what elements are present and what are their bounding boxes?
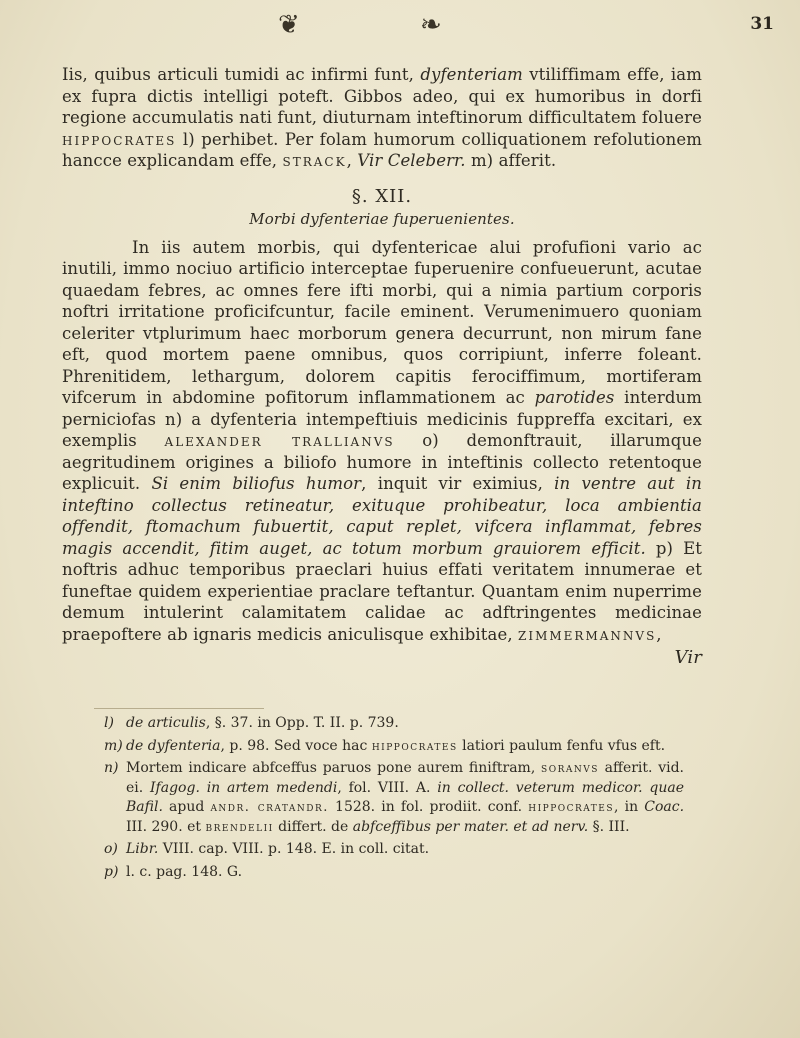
footnote-l: l) de articulis, §. 37. in Opp. T. II. p. 739. bbox=[104, 715, 399, 731]
footnote-o: o) Libr. VIII. cap. VIII. p. 148. E. in coll. citat. bbox=[104, 841, 430, 857]
footnotes bbox=[104, 714, 684, 885]
floral-ornament-left: ❦ bbox=[278, 10, 300, 40]
footnote-m: m) de dyfenteria, p. 98. Sed voce hac hippocrates latiori paulum fenfu vfus eft. bbox=[104, 737, 666, 754]
footnote-n: n) Mortem indicare abfceffus paruos pone aurem finiftram, soranvs afferit. vid. ei. Ifagog. in artem medendi, fol. VIII. A. in collect. veterum medicor. quae Bafil. apud andr. cratandr. 1528. in fol. prodiit. conf. hippocrates, in Coac. III. 290. et brendelii differt. de abfceffibus per mater. et ad nerv. §. III. bbox=[104, 760, 685, 835]
paragraph-1: Iis, quibus articuli tumidi ac infirmi funt, dyfenteriam vtiliffimam effe, iam ex fupra dictis intelligi poteft. Gibbos adeo, qui ex humoribus in dorfi regione accumulatis nati funt, diuturnam inteftinorum difficultatem foluere hippocrates l) perhibet. Per folam humorum colliquationem refolutionem hancce explicandam effe, strack, Vir Celeberr. m) afferit. bbox=[62, 65, 702, 170]
author-name: hippocrates bbox=[62, 129, 177, 149]
page-number: 31 bbox=[750, 14, 774, 34]
section-heading: §. XII. bbox=[351, 185, 413, 207]
paragraph-2: In iis autem morbis, qui dyfentericae alui profufioni vario ac inutili, immo nociuo artificio interceptae fuperuenire confueuerunt, acutae quaedam febres, ac omnes fere ifti morbi, qui a nimia partium corporis noftri irritatione proficifcuntur, facile eminent. Verumenimuero quoniam celeriter vtplurimum haec morborum genera decurrunt, non mirum fane eft, quod mortem paene omnibus, quos corripiunt, inferre foleant. Phrenitidem, lethargum, dolorem capitis ferociffimum, mortiferam vifcerum in abdomine pofitorum inflammationem ac parotides interdum perniciofas n) a dyfenteria intempeftiuis medicinis fuppreffa excitari, ex exemplis alexander trallianvs o) demonftrauit, illarumque aegritudinem origines a biliofo humore in inteftinis collecto retentoque explicuit. Si enim biliofus humor, inquit vir eximius, in ventre aut in inteftino collectus retineatur, exituque prohibeatur, loca ambientia offendit, ftomachum fubuertit, caput replet, vifcera inflammat, febres magis accendit, fitim auget, ac totum morbum grauiorem efficit. p) Et noftris adhuc temporibus praeclari huius effati veritatem innumerae et funeftae quidem experientiae praclare teftantur. Quantam enim nuperrime demum intulerint calamitatem calidae ac adftringentes medicinae praepoftere ab ignaris medicis aniculisque exhibitae, zimmermannvs, bbox=[62, 237, 703, 644]
main-text bbox=[62, 64, 702, 669]
footnote-p: p) l. c. pag. 148. G. bbox=[104, 863, 243, 880]
floral-ornament-right: ❧ bbox=[420, 10, 442, 40]
author-name: strack bbox=[282, 151, 347, 170]
author-name: zimmermannvs, bbox=[518, 624, 664, 644]
footnote-divider bbox=[94, 708, 264, 709]
catchword: Vir bbox=[674, 647, 702, 668]
author-name: alexander trallianvs bbox=[164, 431, 395, 450]
section-subheading: Morbi dyfenteriae fuperuenientes. bbox=[249, 210, 515, 228]
